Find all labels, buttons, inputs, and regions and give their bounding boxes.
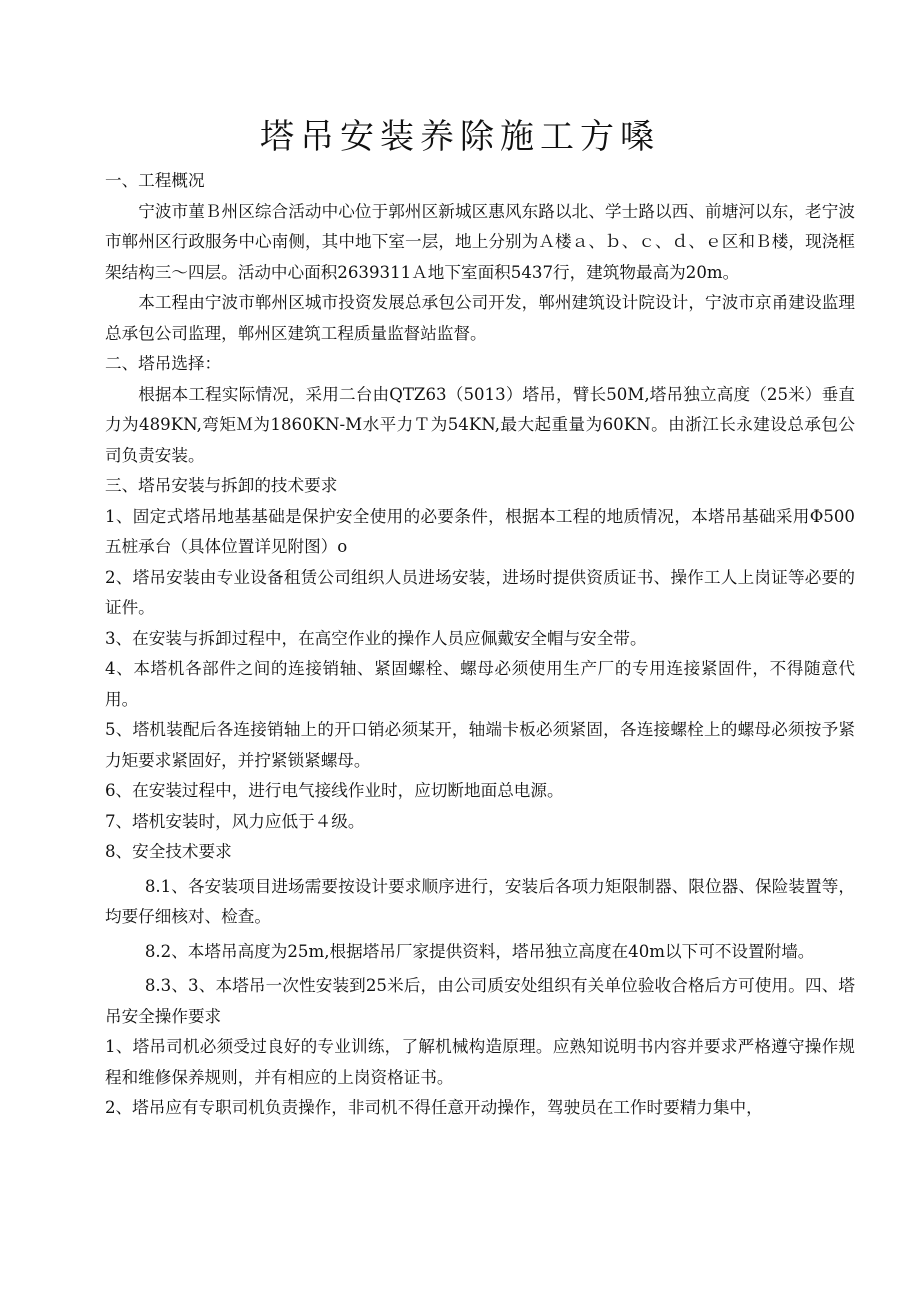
document-title: 塔吊安装养除施工方嗓 bbox=[260, 117, 660, 157]
paragraph: 三、塔吊安装与拆卸的技术要求 bbox=[105, 476, 338, 495]
paragraph: 根据本工程实际情况，采用二台由QTZ63（5013）塔吊，臂长50M,塔吊独立高度（25米）垂直力为489KN,弯矩Ｍ为1860KN-M水平力Ｔ为54KN,最大起重量为60KN。由浙江长永建设总承包公司负责安装。 bbox=[105, 384, 855, 465]
paragraph: 8.1、各安装项目进场需要按设计要求顺序进行，安装后各项力矩限制器、限位器、保险装置等，均要仔细核对、检查。 bbox=[105, 876, 855, 926]
paragraph: 6、在安装过程中，进行电气接线作业时，应切断地面总电源。 bbox=[105, 781, 564, 800]
paragraph: 2、塔吊安装由专业设备租赁公司组织人员进场安装，进场时提供资质证书、操作工人上岗证等必要的证件。 bbox=[105, 567, 855, 617]
paragraph: 7、塔机安装时，风力应低于４级。 bbox=[105, 811, 365, 831]
paragraph: 8、安全技术要求 bbox=[105, 842, 232, 861]
paragraph: 5、塔机装配后各连接销轴上的开口销必须某开，轴端卡板必须紧固，各连接螺栓上的螺母必须按予紧力矩要求紧固好，并拧紧锁紧螺母。 bbox=[105, 720, 855, 770]
paragraph: 8.2、本塔吊高度为25m,根据塔吊厂家提供资料，塔吊独立高度在40m以下可不设置附墙。 bbox=[144, 941, 815, 961]
paragraph: 二、塔吊选择： bbox=[105, 354, 222, 373]
paragraph: 宁波市菫Ｂ州区综合活动中心位于郭州区新城区惠风东路以北、学士路以西、前塘河以东，老宁波市郸州区行政服务中心南侧，其中地下室一层，地上分别为Ａ楼ａ、ｂ、ｃ、ｄ、ｅ区和Ｂ楼，现浇框架结构三～四层。活动中心面积2639311Ａ地下室面积5437行，建筑物最高为20m。 bbox=[105, 201, 855, 282]
paragraph: 2、塔吊应有专职司机负责操作，非司机不得任意开动操作，驾驶员在工作时要精力集中， bbox=[105, 1098, 763, 1117]
paragraph: 本工程由宁波市郸州区城市投资发展总承包公司开发，郸州建筑设计院设计，宁波市京甬建设监理总承包公司监理，郸州区建筑工程质量监督站监督。 bbox=[105, 293, 855, 343]
paragraph: 3、在安装与拆卸过程中，在高空作业的操作人员应佩戴安全帽与安全带。 bbox=[105, 628, 647, 648]
paragraph: 8.3、3、本塔吊一次性安装到25米后，由公司质安处组织有关单位验收合格后方可使用。四、塔吊安全操作要求 bbox=[105, 976, 855, 1026]
paragraph: 4、本塔机各部件之间的连接销轴、紧固螺栓、螺母必须使用生产厂的专用连接紧固件，不得随意代用。 bbox=[105, 659, 855, 709]
document-body bbox=[105, 166, 855, 1124]
paragraph: 1、塔吊司机必须受过良好的专业训练，了解机械构造原理。应熟知说明书内容并要求严格遵守操作规程和维修保养规则，并有相应的上岗资格证书。 bbox=[105, 1037, 855, 1087]
paragraph: 一、工程概况 bbox=[105, 171, 205, 190]
paragraph: 1、固定式塔吊地基基础是保护安全使用的必要条件，根据本工程的地质情况，本塔吊基础采用Φ500五桩承台（具体位置详见附图）o bbox=[105, 506, 855, 556]
